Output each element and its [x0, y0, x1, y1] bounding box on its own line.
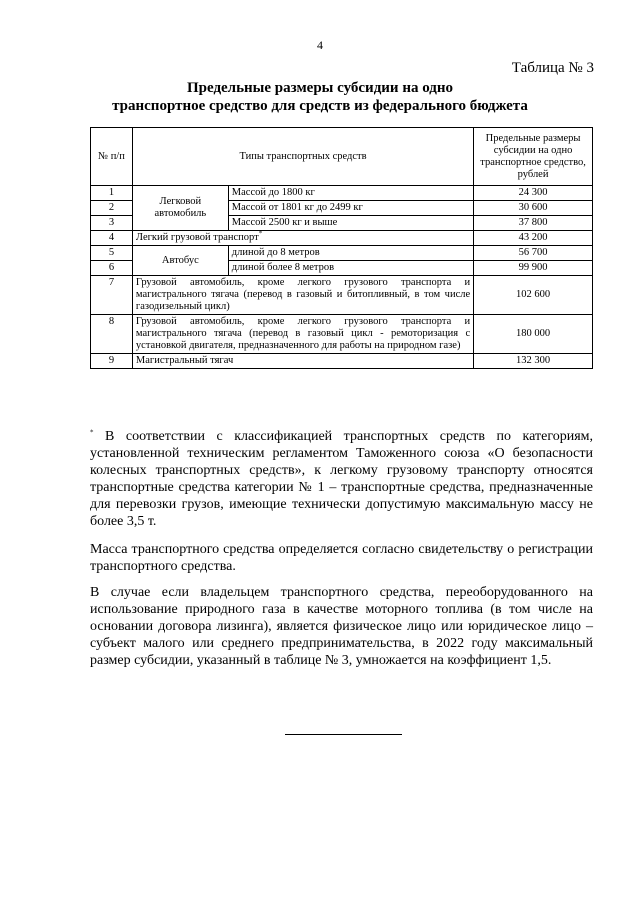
footnote-reference: *	[258, 229, 263, 238]
table-label: Таблица № 3	[511, 60, 594, 76]
subsidy-amount: 24 300	[474, 186, 593, 201]
table-row	[91, 231, 593, 246]
subsidy-amount: 180 000	[474, 315, 593, 354]
subsidy-amount: 37 800	[474, 216, 593, 231]
document-title	[60, 79, 580, 115]
table-row	[91, 354, 593, 369]
subsidy-amount: 56 700	[474, 246, 593, 261]
subsidy-amount: 132 300	[474, 354, 593, 369]
row-number: 8	[91, 315, 133, 354]
paragraph-coefficient	[90, 584, 593, 669]
footnote-mark: *	[90, 428, 94, 437]
vehicle-type: Магистральный тягач	[132, 354, 473, 369]
footnote-text: В соответствии с классификацией транспортных средств по категориям, установленной техническим регламентом Таможенного союза «О безопасности колесных транспортных средств», к легкому грузовому транспорту относятся транспортные средства категории № 1 – транспортные средства, предназначенные для перевозки грузов, имеющие технически допустимую максимальную массу не более 3,5 т.	[90, 429, 593, 529]
table-header-row	[91, 128, 593, 186]
header-number: № п/п	[91, 128, 133, 186]
row-number: 5	[91, 246, 133, 261]
row-number: 2	[91, 201, 133, 216]
table-row	[91, 315, 593, 354]
paragraph-mass-text: Масса транспортного средства определяется согласно свидетельству о регистрации транспортного средства.	[90, 542, 593, 574]
vehicle-type: длиной до 8 метров	[228, 246, 473, 261]
subsidy-amount: 102 600	[474, 276, 593, 315]
end-divider-line	[285, 734, 402, 735]
paragraph-coefficient-text: В случае если владельцем транспортного средства, переоборудованного на использование природного газа в качестве моторного топлива (в том числе на основании договора лизинга), является физическое лицо или юридическое лицо – субъект малого или среднего предпринимательства, в 2022 году максимальный размер субсидии, указанный в таблице № 3, умножается на коэффициент 1,5.	[90, 585, 593, 668]
subsidy-amount: 43 200	[474, 231, 593, 246]
vehicle-type: Грузовой автомобиль, кроме легкого грузового транспорта и магистрального тягача (перевод в газовый и битопливный, в том числе газодизельный цикл)	[132, 276, 473, 315]
table-row	[91, 246, 593, 261]
row-number: 4	[91, 231, 133, 246]
table-row	[91, 186, 593, 201]
vehicle-type-text: Легкий грузовой транспорт	[135, 232, 259, 243]
vehicle-type: длиной более 8 метров	[228, 261, 473, 276]
title-line-1: Предельные размеры субсидии на одно	[186, 80, 454, 96]
header-subsidy-amount: Предельные размеры субсидии на одно транспортное средство, рублей	[474, 128, 593, 186]
paragraph-mass	[90, 541, 593, 575]
page-number: 4	[317, 38, 323, 52]
vehicle-type: Массой 2500 кг и выше	[228, 216, 473, 231]
row-number: 7	[91, 276, 133, 315]
group-bus: Автобус	[132, 246, 228, 276]
vehicle-type: Массой до 1800 кг	[228, 186, 473, 201]
subsidy-table	[90, 127, 593, 369]
row-number: 1	[91, 186, 133, 201]
title-line-2: транспортное средство для средств из федерального бюджета	[112, 98, 528, 114]
vehicle-type	[132, 231, 473, 246]
subsidy-amount: 99 900	[474, 261, 593, 276]
table-row	[91, 276, 593, 315]
header-vehicle-type: Типы транспортных средств	[132, 128, 473, 186]
row-number: 9	[91, 354, 133, 369]
vehicle-type: Грузовой автомобиль, кроме легкого грузового транспорта и магистрального тягача (перевод в газовый цикл - ремоторизация с установкой двигателя, предназначенного для работы на природном газе)	[132, 315, 473, 354]
row-number: 3	[91, 216, 133, 231]
footnote	[90, 428, 593, 530]
row-number: 6	[91, 261, 133, 276]
subsidy-amount: 30 600	[474, 201, 593, 216]
vehicle-type: Массой от 1801 кг до 2499 кг	[228, 201, 473, 216]
group-passenger-car: Легковой автомобиль	[132, 186, 228, 231]
